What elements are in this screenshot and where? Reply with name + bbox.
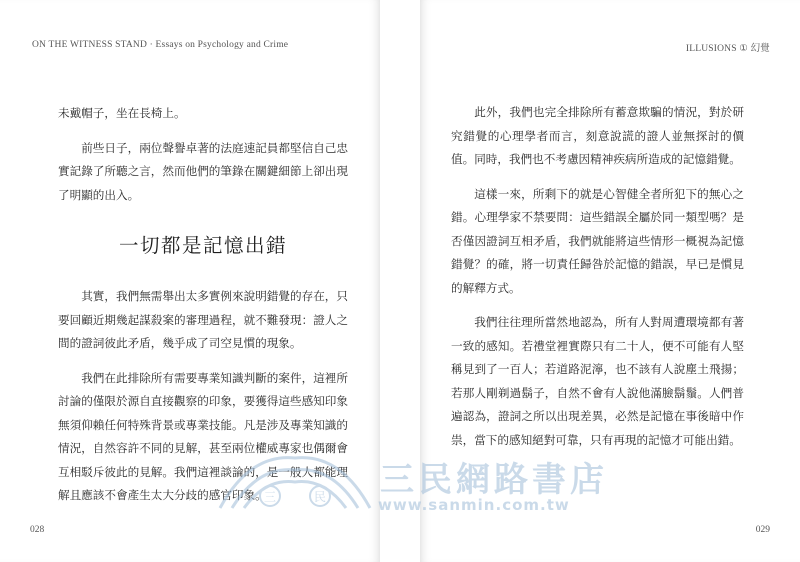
right-page (420, 0, 800, 562)
left-page-number: 028 (30, 525, 45, 535)
watermark-url: www.sanmin.com.tw (378, 496, 570, 514)
right-page-number: 029 (755, 525, 770, 535)
watermark-brand: 三民網路書店 (380, 460, 608, 500)
logo-char: 三 (263, 490, 277, 504)
paragraph: 我們往往理所當然地認為，所有人對周遭環境都有著一致的感知。若禮堂裡實際只有二十人，便不可能有人堅稱見到了一百人；若道路泥濘，也不該有人說塵土飛揚；若那人剛剃過鬍子，自然不會有人說他滿臉鬍鬚。人們普遍認為，證詞之所以出現差異，必然是記憶在事後暗中作祟，當下的感知絕對可靠，只有再現的記憶才可能出錯。 (451, 315, 744, 447)
left-page (0, 0, 380, 562)
book-gutter (380, 0, 420, 562)
left-body-text (58, 102, 348, 519)
paragraph: 此外，我們也完全排除所有蓄意欺騙的情況，對於研究錯覺的心理學者而言，刻意說謊的證人並無探討的價值。同時，我們也不考慮因精神疾病所造成的記憶錯覺。 (451, 105, 744, 166)
right-running-head: ILLUSIONS ① 幻覺 (685, 44, 770, 54)
paragraph: 我們在此排除所有需要專業知識判斷的案件，這裡所討論的僅限於源自直接觀察的印象，要獲得這些感知印象無須仰賴任何特殊背景或專業技能。凡是涉及專業知識的情況，自然容許不同的見解，甚至兩位權威專家也偶爾會互相駁斥彼此的見解。我們這裡談論的，是一般人都能理解且應該不會產生太大分歧的感官印象。 (58, 370, 348, 502)
left-running-head: ON THE WITNESS STAND · Essays on Psychology and Crime (32, 40, 289, 50)
logo-char: 民 (313, 490, 327, 504)
right-body-text (451, 101, 744, 463)
paragraph: 未戴帽子，坐在長椅上。 (58, 106, 186, 120)
paragraph: 其實，我們無需舉出太多實例來說明錯覺的存在，只要回顧近期幾起謀殺案的審理過程，就不難發現：證人之間的證詞彼此矛盾，幾乎成了司空見慣的現象。 (58, 289, 348, 350)
paragraph: 前些日子，兩位聲譽卓著的法庭速記員都堅信自己忠實記錄了所聽之言，然而他們的筆錄在關鍵細節上卻出現了明顯的出入。 (58, 140, 348, 202)
paragraph: 這樣一來，所剩下的就是心智健全者所犯下的無心之錯。心理學家不禁要問：這些錯誤全屬於同一類型嗎？是否僅因證詞互相矛盾，我們就能將這些情形一概視為記憶錯覺？的確，將一切責任歸咎於記憶的錯誤，早已是慣見的解釋方式。 (451, 186, 744, 295)
section-title: 一切都是記憶出錯 (118, 234, 287, 257)
